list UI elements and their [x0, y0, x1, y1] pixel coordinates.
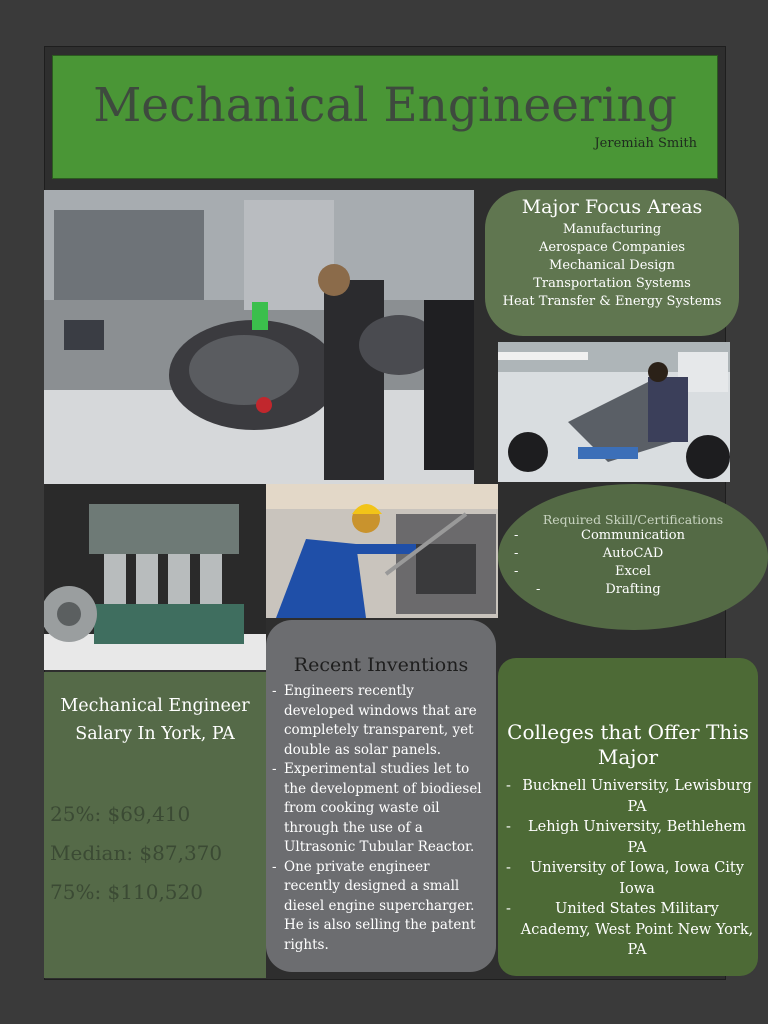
salary-panel	[44, 672, 266, 978]
skills-title: Required Skill/Certifications	[542, 512, 724, 527]
header-banner	[52, 55, 718, 179]
vehicle-chassis-photo	[498, 342, 730, 482]
college-item: - United States Military Academy, West Point New York, PA	[502, 899, 754, 961]
skill-item: - AutoCAD	[514, 546, 664, 561]
recent-inventions	[266, 620, 496, 972]
salary-25th-percentile: 25%: $69,410	[50, 802, 191, 826]
focus-item: Heat Transfer & Energy Systems	[502, 294, 722, 309]
skill-item: - Drafting	[536, 582, 661, 597]
skill-item: - Communication	[514, 528, 685, 543]
focus-title: Major Focus Areas	[521, 196, 703, 218]
college-item: - University of Iowa, Iowa City Iowa	[502, 858, 754, 899]
engineer-worker-photo	[266, 484, 498, 618]
engine-block-photo	[44, 484, 266, 670]
engine-lab-photo	[44, 190, 474, 484]
colleges-title: Colleges that Offer This Major	[507, 720, 749, 769]
skill-item: - Excel	[514, 564, 651, 579]
focus-item: Manufacturing	[562, 222, 662, 237]
invention-item: - Engineers recently developed windows that are completely transparent, yet double as solar panels.	[270, 682, 488, 760]
invention-item: - Experimental studies let to the development of biodiesel from cooking waste oil through the use of a Ultrasonic Tubular Reactor.	[270, 760, 488, 858]
college-item: - Lehigh University, Bethlehem PA	[502, 817, 754, 858]
major-focus-areas	[485, 190, 739, 336]
colleges-panel	[498, 658, 758, 976]
author-name: Jeremiah Smith	[594, 136, 697, 151]
page-title: Mechanical Engineering	[93, 78, 677, 133]
focus-item: Transportation Systems	[533, 276, 691, 291]
salary-label: Mechanical Engineer Salary In York, PA	[60, 696, 250, 744]
required-skills	[498, 484, 768, 630]
focus-item: Mechanical Design	[549, 258, 675, 273]
invention-item: - One private engineer recently designed a small diesel engine supercharger. He is also selling the patent rights.	[270, 858, 488, 956]
salary-75th-percentile: 75%: $110,520	[50, 880, 203, 904]
inventions-title: Recent Inventions	[293, 654, 469, 676]
focus-item: Aerospace Companies	[538, 240, 686, 255]
salary-median: Median: $87,370	[50, 841, 223, 865]
college-item: - Bucknell University, Lewisburg PA	[502, 776, 754, 817]
